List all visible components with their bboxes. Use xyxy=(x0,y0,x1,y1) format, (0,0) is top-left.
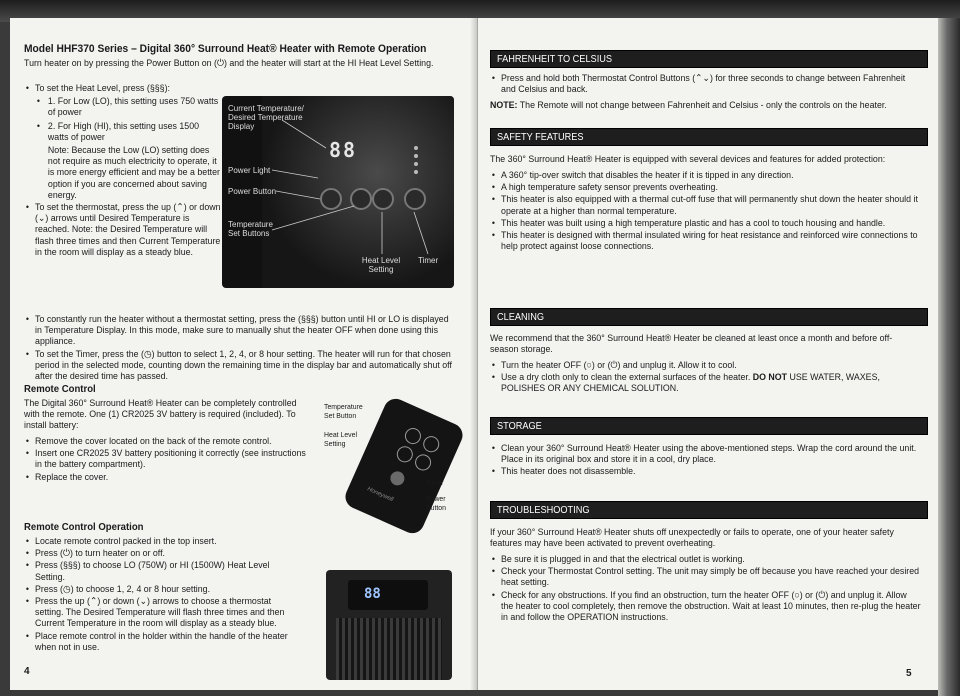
heater-top-illustration xyxy=(326,570,452,680)
safety-heading: SAFETY FEATURES xyxy=(497,132,584,143)
remote-callout-heat-level: Heat Level Setting xyxy=(324,430,357,448)
heat-item-low: • 1. For Low (LO), this setting uses 750 watts of power xyxy=(35,96,222,118)
intro-text: Turn heater on by pressing the Power Button on (⏻) and the heater will start at the HI Heat Level Setting. xyxy=(24,58,434,69)
storage-bullet-1: • Clean your 360° Surround Heat® Heater using the above-mentioned steps. Wrap the cord around the unit. Place in its original box and store it in a cool, dry place. xyxy=(490,443,921,465)
scan-background-right xyxy=(938,18,960,696)
heat-level-list xyxy=(24,83,222,259)
temperature-display: 88 xyxy=(329,138,358,162)
page-left xyxy=(10,18,478,690)
troubleshooting-list xyxy=(490,554,921,624)
remote-bullet-3: • Replace the cover. xyxy=(24,472,307,483)
callout-heat-level: Heat Level Setting xyxy=(361,256,401,274)
remote-control-heading: Remote Control xyxy=(24,384,96,395)
callout-power-button: Power Button xyxy=(228,187,277,196)
heat-level-text: To set the Heat Level, press (§§§): xyxy=(35,83,170,94)
remote-bullet-2: • Insert one CR2025 3V battery positioning it correctly (see instructions in the battery compartment). xyxy=(24,448,307,470)
callout-leader-lines xyxy=(222,96,454,288)
remote-temp-up-icon xyxy=(402,425,423,446)
cleaning-heading-bar xyxy=(490,308,928,326)
heat-item-high: • 2. For High (HI), this setting uses 1500 watts of power xyxy=(35,121,222,143)
cleaning-bullet-2-rest: USE WATER, WAXES, POLISHES OR ANY CHEMICAL SOLUTION. xyxy=(501,372,880,395)
fahrenheit-list xyxy=(490,73,921,96)
safety-bullet-4: • This heater was built using a high temperature plastic and has a cool to touch housing and handle. xyxy=(490,218,921,229)
remote-temp-down-icon xyxy=(421,434,442,455)
remote-brand-logo: Honeywell xyxy=(366,486,394,504)
safety-heading-bar xyxy=(490,128,928,146)
heat-note: Note: Because the Low (LO) setting does not require as much electricity to operate, it is more energy efficient and may be a better option if you are concerned about saving energy. xyxy=(47,145,220,201)
callout-timer: Timer xyxy=(418,256,439,265)
safety-list xyxy=(490,170,921,253)
remote-op-bullet-2: • Press (⏻) to turn heater on or off. xyxy=(24,548,300,559)
control-panel-illustration xyxy=(222,96,454,288)
page-title: Model HHF370 Series – Digital 360° Surround Heat® Heater with Remote Operation xyxy=(24,43,427,55)
fahrenheit-note xyxy=(490,100,921,111)
safety-intro: The 360° Surround Heat® Heater is equipped with several devices and features for added protection: xyxy=(490,154,886,165)
storage-heading: STORAGE xyxy=(497,421,542,432)
callout-power-light: Power Light xyxy=(228,166,271,175)
remote-battery-list xyxy=(24,436,307,484)
remote-bullet-1: • Remove the cover located on the back of the remote control. xyxy=(24,436,307,447)
timer-bullet: • To set the Timer, press the (◷) button to select 1, 2, 4, or 8 hour setting. The heater will run for that chosen period in the selected mode, counting down the remaining time in the display bar and automatically shut off after the desired time has passed. xyxy=(24,349,453,383)
remote-op-bullet-4: • Press (◷) to choose 1, 2, 4 or 8 hour setting. xyxy=(24,584,300,595)
thermostat-bullet: • To set the thermostat, press the up (⌃) or down (⌄) arrows until Desired Temperature is reached. Note: the Desired Temperature will flash three times and then Current Temperature in the room will display as a steady blue. xyxy=(24,202,222,258)
note-label: NOTE: xyxy=(490,100,518,111)
cleaning-bullet-1: • Turn the heater OFF (○) or (⏻) and unplug it. Allow it to cool. xyxy=(490,360,921,371)
remote-power-icon xyxy=(388,469,406,487)
cleaning-heading: CLEANING xyxy=(497,312,545,323)
page-number-right: 5 xyxy=(906,668,912,679)
fahrenheit-heading-bar xyxy=(490,50,928,68)
remote-op-bullet-5: • Press the up (⌃) or down (⌄) arrows to choose a thermostat setting. The Desired Temperature will flash three times and then Current Temperature in the room will display as a steady blue. xyxy=(24,596,300,630)
storage-list xyxy=(490,443,921,479)
trouble-bullet-3: • Check for any obstructions. If you find an obstruction, turn the heater OFF (○) or (⏻) and unplug it. Allow the heater to cool completely, then remove the obstruction. Wait at least 10 minutes, then re-plug the heater in and follow the OPERATION instructions. xyxy=(490,590,921,624)
trouble-bullet-1: • Be sure it is plugged in and that the electrical outlet is working. xyxy=(490,554,921,565)
troubleshooting-heading: TROUBLESHOOTING xyxy=(497,505,590,516)
heater-grille xyxy=(336,618,442,680)
remote-timer-icon xyxy=(413,452,434,473)
cleaning-list xyxy=(490,360,921,396)
fahrenheit-heading: FAHRENHEIT TO CELSIUS xyxy=(497,54,613,65)
heat-level-bullet xyxy=(24,83,222,201)
remote-operation-list xyxy=(24,536,300,654)
cleaning-intro: We recommend that the 360° Surround Heat® Heater be cleaned at least once a month and before off-season storage. xyxy=(490,333,893,356)
note-text: The Remote will not change between Fahrenheit and Celsius - only the controls on the heater. xyxy=(517,100,887,111)
page-right xyxy=(478,18,938,690)
safety-bullet-2: • A high temperature safety sensor prevents overheating. xyxy=(490,182,921,193)
remote-control-text: The Digital 360° Surround Heat® Heater can be completely controlled with the remote. One (1) CR2025 3V battery is required (included). To install battery: xyxy=(24,398,297,432)
safety-bullet-1: • A 360° tip-over switch that disables the heater if it is tipped in any direction. xyxy=(490,170,921,181)
page-number-left: 4 xyxy=(24,666,30,677)
remote-control-illustration xyxy=(322,403,450,529)
remote-op-bullet-1: • Locate remote control packed in the top insert. xyxy=(24,536,300,547)
remote-op-bullet-3: • Press (§§§) to choose LO (750W) or HI (1500W) Heat Level Setting. xyxy=(24,560,300,582)
safety-bullet-3: • This heater is also equipped with a thermal cut-off fuse that will permanently shut down the heater should it operate at a higher than normal temperature. xyxy=(490,194,921,216)
remote-callout-timer: Timer xyxy=(426,478,444,487)
cleaning-bullet-2 xyxy=(490,372,921,394)
remote-callout-power: Power Button xyxy=(426,494,446,512)
remote-heat-icon xyxy=(394,444,415,465)
constant-run-bullet: • To constantly run the heater without a thermostat setting, press the (§§§) button until HI or LO is displayed in Temperature Display. In this mode, make sure to manually shut the heater OFF when done using this appliance. xyxy=(24,314,453,348)
troubleshooting-heading-bar xyxy=(490,501,928,519)
trouble-bullet-2: • Check your Thermostat Control setting. The unit may simply be off because you have reached your desired heat setting. xyxy=(490,566,921,588)
storage-heading-bar xyxy=(490,417,928,435)
safety-bullet-5: • This heater is designed with thermal insulated wiring for heat resistance and reinforced wire connections to help protect against loose connections. xyxy=(490,230,921,252)
storage-bullet-2: • This heater does not disassemble. xyxy=(490,466,921,477)
heater-display-panel xyxy=(348,580,428,610)
cleaning-bullet-2-text: Use a dry cloth only to clean the external surfaces of the heater. xyxy=(501,372,753,384)
callout-temp-set: Temperature Set Buttons xyxy=(228,220,273,238)
remote-operation-heading: Remote Control Operation xyxy=(24,522,144,533)
cleaning-bullet-2-emphasis: DO NOT xyxy=(752,372,788,384)
fahrenheit-bullet: • Press and hold both Thermostat Control Buttons (⌃⌄) for three seconds to change between Fahrenheit and Celsius and back. xyxy=(490,73,921,95)
remote-op-bullet-6: • Place remote control in the holder within the handle of the heater when not in use. xyxy=(24,631,300,653)
remote-callout-temp-set: Temperature Set Button xyxy=(324,402,363,420)
troubleshooting-intro: If your 360° Surround Heat® Heater shuts off unexpectedly or fails to operate, one of your heater safety features may have been activated to prevent overheating. xyxy=(490,527,894,550)
callout-current-temp: Current Temperature/ Desired Temperature Display xyxy=(228,104,304,131)
heater-display-digits: 88 xyxy=(364,586,381,602)
mode-bullets xyxy=(24,314,453,383)
